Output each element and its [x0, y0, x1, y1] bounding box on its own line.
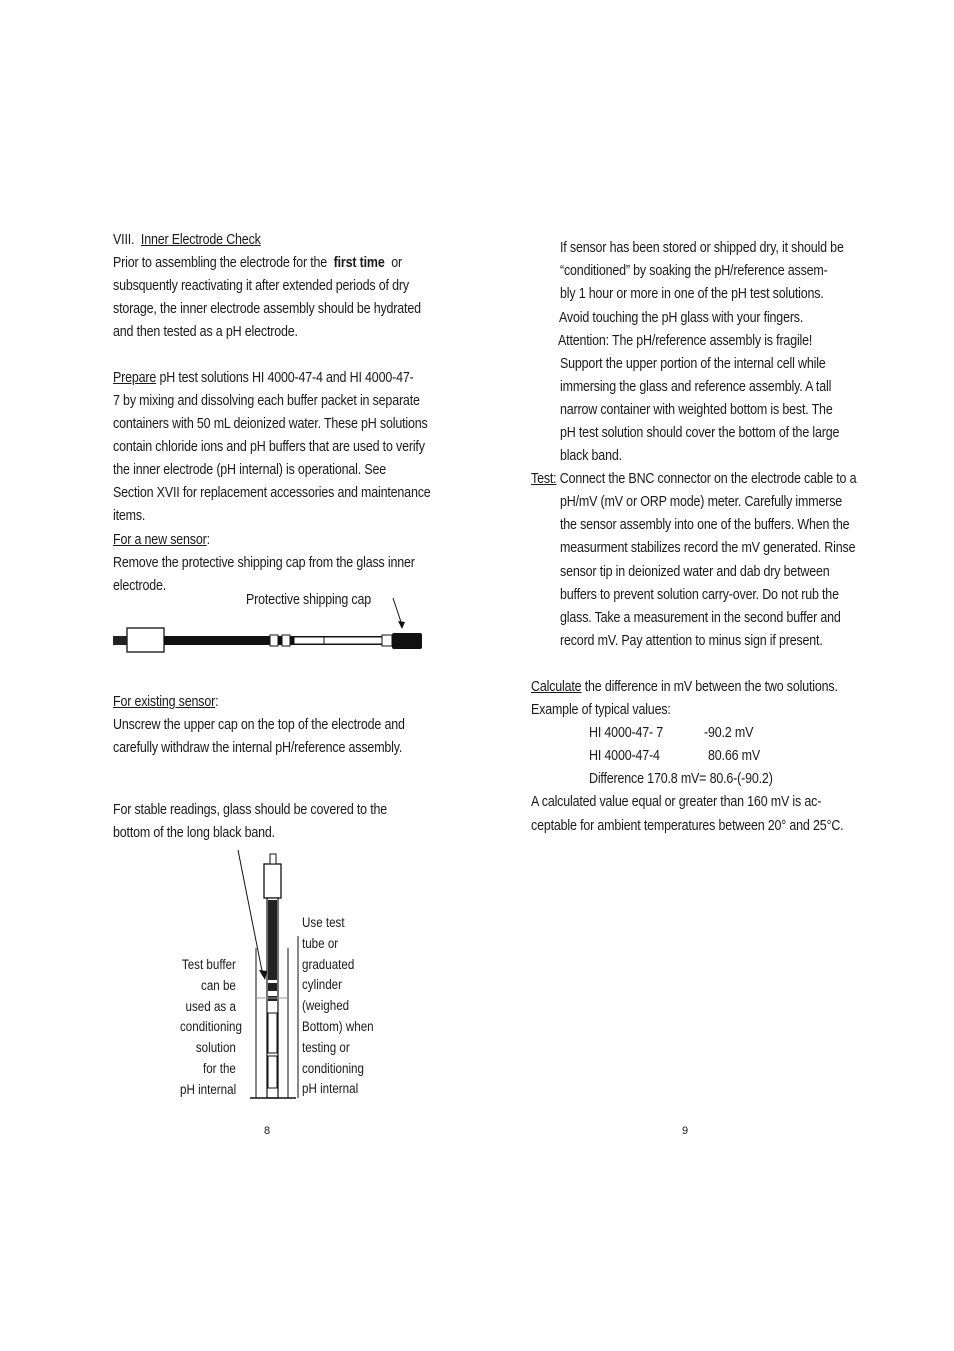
caption-left-line: pH internal — [180, 1081, 237, 1097]
cap-label: Protective shipping cap — [246, 592, 371, 608]
caption-left-line: conditioning — [180, 1019, 242, 1035]
caption-right-line: pH internal — [302, 1081, 359, 1097]
test-line-7: glass. Take a measurement in the second buffer and — [560, 610, 841, 626]
test-label: Test: — [531, 471, 557, 487]
page-number-right: 9 — [682, 1125, 689, 1137]
new-sensor-label: For a new sensor: — [113, 532, 210, 548]
existing-line-2: carefully withdraw the internal pH/reference assembly. — [113, 740, 403, 756]
caption-right-line: Use test — [302, 915, 345, 930]
new-sensor-label-text: For a new sensor — [113, 532, 207, 548]
prepare-line-5: the inner electrode (pH internal) is operational. See — [113, 462, 387, 478]
prepare-word: Prepare — [113, 370, 157, 386]
prepare-line-1 — [113, 367, 414, 390]
test-line-3: the sensor assembly into one of the buffers. When the — [560, 517, 850, 533]
caption-right-line: tube or — [302, 935, 339, 951]
page-number-left: 8 — [264, 1125, 271, 1137]
row1-value: -90.2 mV — [704, 725, 754, 741]
section-heading — [113, 229, 261, 252]
attention-line: Attention: The pH/reference assembly is fragile! — [558, 333, 813, 349]
prepare-line-2: 7 by mixing and dissolving each buffer packet in separate — [113, 393, 420, 409]
existing-sensor-label: For existing sensor: — [113, 694, 219, 710]
row2-label: HI 4000-47-4 — [589, 748, 660, 764]
calc-word: Calculate — [531, 679, 582, 695]
calc-text: the difference in mV between the two solutions. — [584, 679, 838, 695]
caption-left-line: solution — [195, 1040, 236, 1056]
avoid-line: Avoid touching the pH glass with your fingers. — [559, 310, 804, 326]
test-line-2: pH/mV (mV or ORP mode) meter. Carefully immerse — [560, 494, 843, 510]
intro-line-1 — [113, 252, 402, 275]
dry-line-2: “conditioned” by soaking the pH/reference assem- — [560, 263, 828, 279]
stable-line-2: bottom of the long black band. — [113, 825, 275, 841]
caption-right-line: conditioning — [302, 1060, 364, 1076]
prepare-line-7: items. — [113, 508, 146, 524]
caption-right-line: cylinder — [302, 977, 343, 993]
difference-line: Difference 170.8 mV= 80.6-(-90.2) — [589, 771, 773, 787]
test-line-4: measurment stabilizes record the mV generated. Rinse — [560, 540, 856, 556]
prepare-text: pH test solutions HI 4000-47-4 and HI 4000-47- — [159, 370, 414, 386]
heading-number: VIII. — [113, 232, 135, 248]
calc-line-2: Example of typical values: — [531, 702, 671, 718]
prepare-line-3: containers with 50 mL deionized water. These pH solutions — [113, 416, 428, 432]
new-sensor-line-2: electrode. — [113, 578, 167, 594]
test-line-1 — [531, 468, 856, 491]
support-line-1: Support the upper portion of the internal cell while — [560, 356, 826, 372]
existing-sensor-label-text: For existing sensor — [113, 694, 216, 710]
caption-right-line: testing or — [302, 1039, 350, 1055]
new-sensor-line-1: Remove the protective shipping cap from the glass inner — [113, 555, 415, 571]
intro-text-b: or — [391, 255, 402, 271]
intro-line-3: storage, the inner electrode assembly should be hydrated — [113, 301, 421, 317]
test-text: Connect the BNC connector on the electrode cable to a — [559, 471, 857, 487]
intro-text-a: Prior to assembling the electrode for the — [113, 255, 328, 271]
caption-right-line: (weighed — [302, 998, 350, 1014]
existing-line-1: Unscrew the upper cap on the top of the electrode and — [113, 717, 405, 733]
support-line-4: pH test solution should cover the bottom of the large — [560, 425, 840, 441]
test-line-6: buffers to prevent solution carry-over. Do not rub the — [560, 587, 839, 603]
test-line-8: record mV. Pay attention to minus sign if present. — [560, 633, 823, 649]
caption-right-line: graduated — [302, 956, 355, 972]
caption-left-line: can be — [201, 977, 236, 993]
caption-left-line: for the — [202, 1060, 236, 1076]
caption-right-line: Bottom) when — [302, 1018, 374, 1034]
support-line-5: black band. — [560, 448, 622, 464]
intro-line-4: and then tested as a pH electrode. — [113, 324, 298, 340]
heading-title: Inner Electrode Check — [140, 232, 261, 248]
electrode-illustration — [110, 585, 430, 625]
dry-line-3: bly 1 hour or more in one of the pH test solutions. — [560, 286, 824, 302]
figure-caption-right — [302, 913, 374, 1100]
stable-line-1: For stable readings, glass should be covered to the — [113, 802, 388, 818]
prepare-line-6: Section XVII for replacement accessories and maintenance — [113, 485, 431, 501]
row2-value: 80.66 mV — [708, 748, 761, 764]
dry-line-1: If sensor has been stored or shipped dry, it should be — [560, 240, 844, 256]
support-line-2: immersing the glass and reference assembly. A tall — [560, 379, 832, 395]
accept-line-1: A calculated value equal or greater than 160 mV is ac- — [531, 794, 822, 810]
prepare-line-4: contain chloride ions and pH buffers that are used to verify — [113, 439, 425, 455]
intro-first-time: first time — [333, 255, 385, 271]
support-line-3: narrow container with weighted bottom is best. The — [560, 402, 833, 418]
calc-line-1 — [531, 676, 838, 699]
caption-left-line: used as a — [185, 998, 236, 1014]
figure-caption-left — [180, 955, 242, 1101]
test-line-5: sensor tip in deionized water and dab dry between — [560, 564, 830, 580]
accept-line-2: ceptable for ambient temperatures between 20° and 25°C. — [531, 818, 844, 834]
caption-left-line: Test buffer — [181, 957, 236, 972]
row1-label: HI 4000-47- 7 — [589, 725, 664, 741]
intro-line-2: subsquently reactivating it after extended periods of dry — [113, 278, 409, 294]
